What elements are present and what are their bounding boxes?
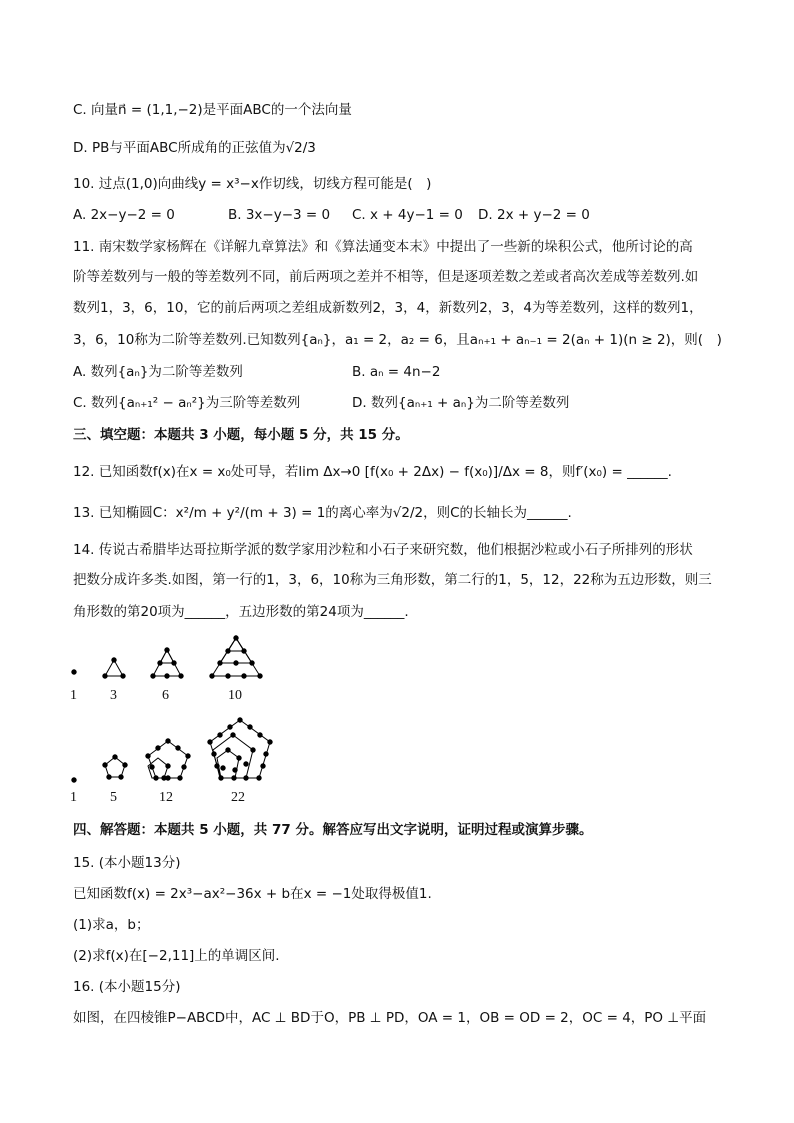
question-14-line2: 把数分成许多类.如图，第一行的1，3，6，10称为三角形数，第二行的1，5，12，22称为五边形数，则三 xyxy=(73,572,712,588)
q11-option-d: D. 数列{aₙ₊₁ + aₙ}为二阶等差数列 xyxy=(352,395,570,411)
question-12: 12. 已知函数f(x)在x = x₀处可导，若lim Δx→0 [f(x₀ + 2Δx) − f(x₀)]/Δx = 8，则f′(x₀) = ______. xyxy=(73,464,672,480)
pentagon-12 xyxy=(148,741,188,778)
pentagonal-label-1: 1 xyxy=(70,790,77,805)
pentagon-22-dots xyxy=(208,718,272,780)
pentagonal-dot-1 xyxy=(72,778,76,782)
triangle-10-dots xyxy=(210,636,262,678)
pentagon-12-dots xyxy=(146,739,190,780)
triangle-3-dots xyxy=(103,658,125,678)
q11-option-a: A. 数列{aₙ}为二阶等差数列 xyxy=(73,364,243,380)
q10-option-d: D. 2x + y−2 = 0 xyxy=(478,207,590,223)
q9-option-c: C. 向量n⃗ = (1,1,−2)是平面ABC的一个法向量 xyxy=(73,102,352,118)
question-14-line3: 角形数的第20项为______，五边形数的第24项为______. xyxy=(73,604,409,620)
figurate-numbers-figure xyxy=(60,630,320,810)
q10-option-b: B. 3x−y−3 = 0 xyxy=(228,207,331,223)
question-15-header: 15. (本小题13分) xyxy=(73,855,181,871)
q11-option-c: C. 数列{aₙ₊₁² − aₙ²}为三阶等差数列 xyxy=(73,395,301,411)
question-16-stem: 如图，在四棱锥P−ABCD中，AC ⊥ BD于O，PB ⊥ PD，OA = 1，OB = OD = 2，OC = 4，PO ⊥平面 xyxy=(73,1010,707,1026)
triangular-label-3: 3 xyxy=(110,688,117,703)
triangle-10 xyxy=(212,638,260,676)
pentagon-5 xyxy=(105,757,125,777)
question-15-part1: (1)求a，b； xyxy=(73,917,150,933)
question-11-line1: 11. 南宋数学家杨辉在《详解九章算法》和《算法通变本末》中提出了一些新的垛积公式，他所讨论的高 xyxy=(73,239,693,255)
question-16-header: 16. (本小题15分) xyxy=(73,979,181,995)
q9-option-d: D. PB与平面ABC所成角的正弦值为√2/3 xyxy=(73,140,316,156)
q11-option-b: B. aₙ = 4n−2 xyxy=(352,364,441,380)
triangular-label-1: 1 xyxy=(70,688,77,703)
pentagon-5-dots xyxy=(103,755,127,779)
triangle-6 xyxy=(153,650,181,676)
pentagonal-label-22: 22 xyxy=(231,790,245,805)
q10-option-a: A. 2x−y−2 = 0 xyxy=(73,207,175,223)
pentagonal-label-5: 5 xyxy=(110,790,117,805)
section-4-heading: 四、解答题：本题共 5 小题，共 77 分。解答应写出文字说明，证明过程或演算步骤。 xyxy=(73,822,593,838)
section-3-heading: 三、填空题：本题共 3 小题，每小题 5 分，共 15 分。 xyxy=(73,427,409,443)
question-11-line2: 阶等差数列与一般的等差数列不同，前后两项之差并不相等，但是逐项差数之差或者高次差成等差数列.如 xyxy=(73,269,699,285)
question-14-line1: 14. 传说古希腊毕达哥拉斯学派的数学家用沙粒和小石子来研究数，他们根据沙粒或小石子所排列的形状 xyxy=(73,542,693,558)
question-13: 13. 已知椭圆C：x²/m + y²/(m + 3) = 1的离心率为√2/2，则C的长轴长为______. xyxy=(73,505,572,521)
question-11-line4: 3，6，10称为二阶等差数列.已知数列{aₙ}，a₁ = 2，a₂ = 6，且aₙ₊₁ + aₙ₋₁ = 2(aₙ + 1)(n ≥ 2)，则( ) xyxy=(73,332,722,348)
pentagonal-label-12: 12 xyxy=(159,790,173,805)
pentagon-22 xyxy=(210,720,270,778)
question-15-stem: 已知函数f(x) = 2x³−ax²−36x + b在x = −1处取得极值1. xyxy=(73,886,432,902)
triangular-dot-1 xyxy=(72,670,76,674)
triangular-label-6: 6 xyxy=(162,688,169,703)
q10-option-c: C. x + 4y−1 = 0 xyxy=(352,207,463,223)
question-15-part2: (2)求f(x)在[−2,11]上的单调区间. xyxy=(73,948,280,964)
triangular-label-10: 10 xyxy=(228,688,242,703)
question-10: 10. 过点(1,0)向曲线y = x³−x作切线，切线方程可能是( ) xyxy=(73,176,432,192)
question-11-line3: 数列1，3，6，10，它的前后两项之差组成新数列2，3，4，新数列2，3，4为等差数列，这样的数列1， xyxy=(73,300,703,316)
